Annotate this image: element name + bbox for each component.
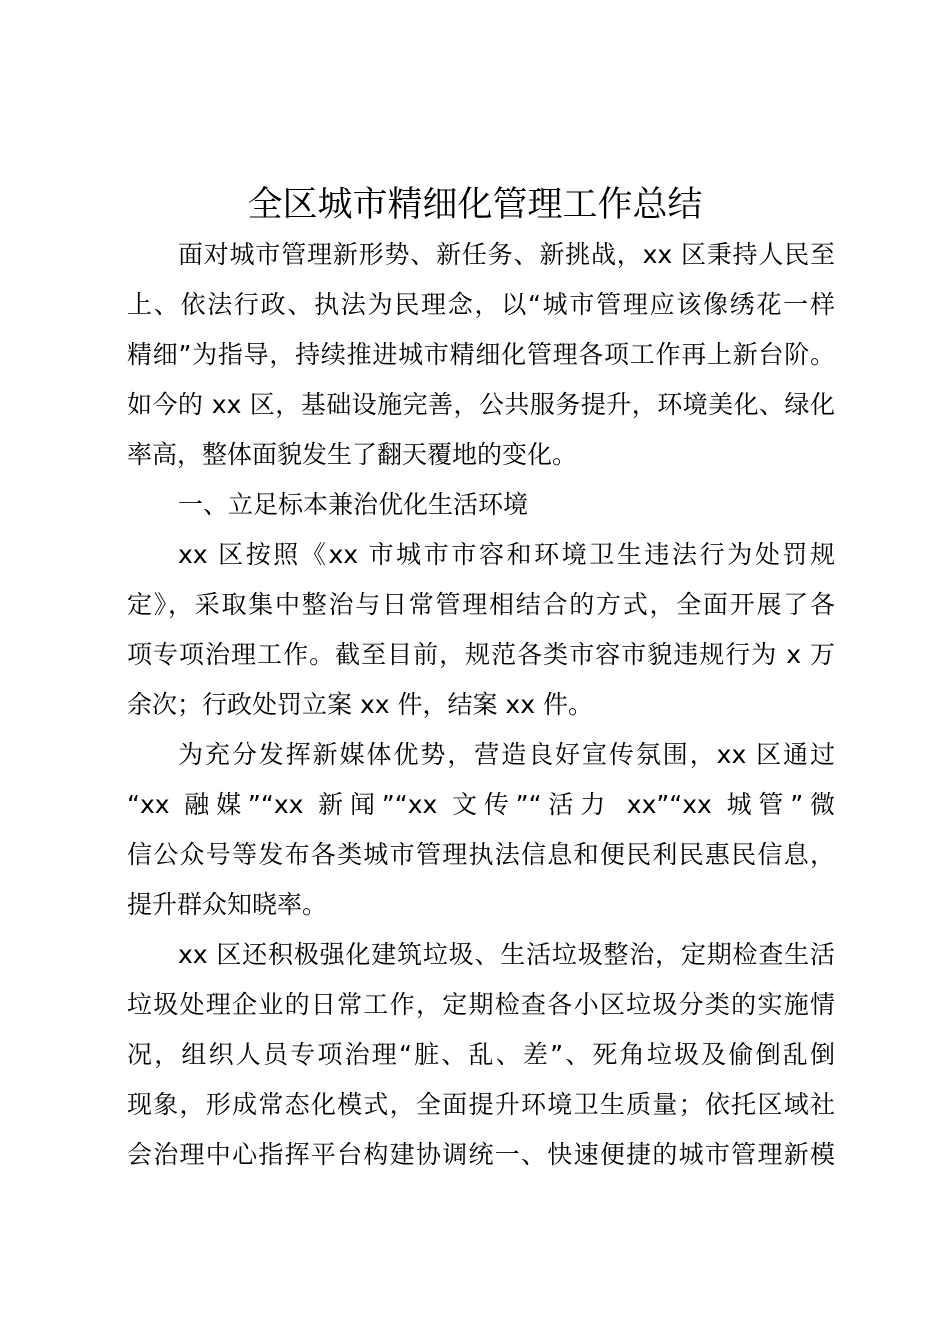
paragraph-line: 为充分发挥新媒体优势，营造良好宣传氛围，xx 区通过 [178,740,835,769]
paragraph-line: “xx 融媒”“xx 新闻”“xx 文传”“活力 xx”“xx 城管”微 [127,790,835,819]
paragraph-line: 精细”为指导，持续推进城市精细化管理各项工作再上新台阶。 [127,340,835,369]
paragraph-line: 面对城市管理新形势、新任务、新挑战，xx 区秉持人民至 [178,240,835,269]
paragraph-line: xx 区按照《xx 市城市市容和环境卫生违法行为处罚规 [178,540,835,569]
document-title: 全区城市精细化管理工作总结 [247,185,703,225]
paragraph-line: 定》，采取集中整治与日常管理相结合的方式，全面开展了各 [127,590,835,619]
paragraph-line: 如今的 xx 区，基础设施完善，公共服务提升，环境美化、绿化 [127,390,835,419]
paragraph-line: 提升群众知晓率。 [127,890,328,919]
paragraph-line: 垃圾处理企业的日常工作，定期检查各小区垃圾分类的实施情 [127,990,835,1019]
paragraph-line: 况，组织人员专项治理“脏、乱、差”、死角垃圾及偷倒乱倒 [127,1040,835,1069]
paragraph-line: 余次；行政处罚立案 xx 件，结案 xx 件。 [127,690,593,719]
paragraph-line: 率高，整体面貌发生了翻天覆地的变化。 [127,440,578,469]
paragraph-line: xx 区还积极强化建筑垃圾、生活垃圾整治，定期检查生活 [178,940,835,969]
paragraph-line: 会治理中心指挥平台构建协调统一、快速便捷的城市管理新模 [127,1140,835,1169]
paragraph-line: 项专项治理工作。截至目前，规范各类市容市貌违规行为 x 万 [127,640,835,669]
section-heading: 一、立足标本兼治优化生活环境 [178,490,529,519]
paragraph-line: 现象，形成常态化模式，全面提升环境卫生质量；依托区域社 [127,1090,835,1119]
paragraph-line: 上、依法行政、执法为民理念，以“城市管理应该像绣花一样 [127,290,835,319]
paragraph-line: 信公众号等发布各类城市管理执法信息和便民利民惠民信息， [127,840,835,869]
